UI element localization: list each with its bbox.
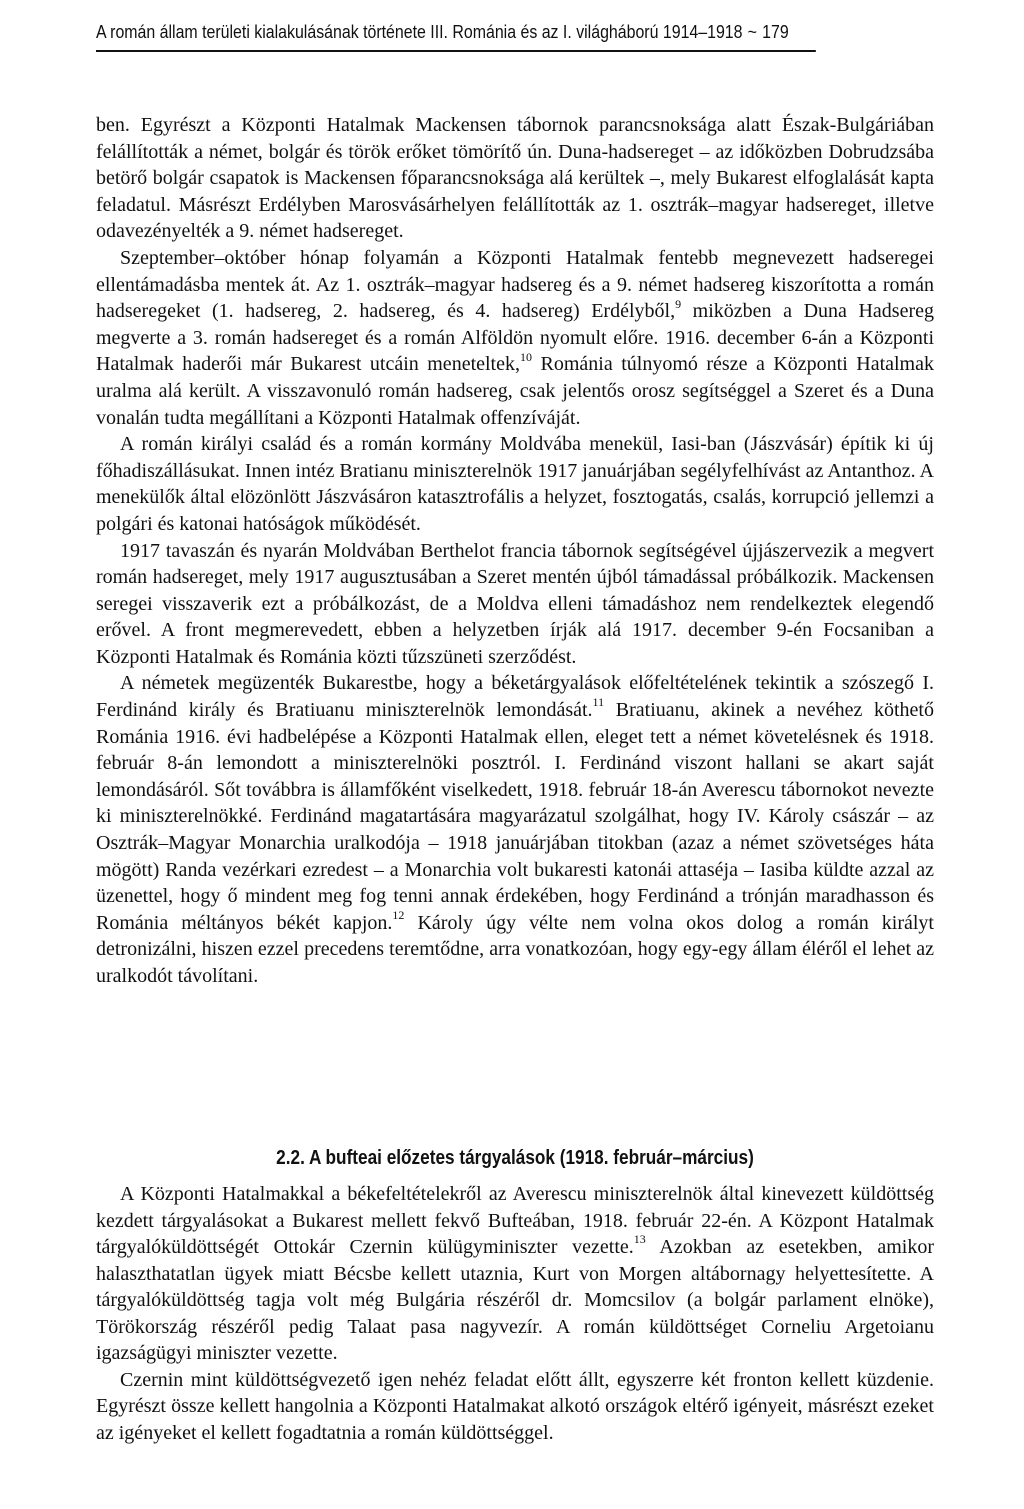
footnote-ref-10[interactable]: 10 — [520, 349, 532, 364]
paragraph-2-text-c: Románia túlnyomó része a Központi Hatalmak uralma alá került. A visszavonuló román hadsereg, csak jelentős orosz segítséggel a Szeret és a Duna vonalán tudta megállítani a Központi Hatalmak offenzíváját. — [96, 353, 934, 429]
footnote-ref-11[interactable]: 11 — [592, 695, 605, 710]
running-header — [96, 14, 816, 52]
paragraph-7-text: Czernin mint küldöttségvezető igen nehéz feladat előtt állt, egyszerre két fronton kellett küzdenie. Egyrészt össze kellett hangolnia a Központi Hatalmakat alkotó országok eltérő igényeit, másrészt ezeket az igényeket el kellett fogadtatnia a román küldöttséggel. — [96, 1368, 934, 1444]
paragraph-6-text-a: A Központi Hatalmakkal a békefeltételekről az Averescu miniszterelnök által kinevezett küldöttség kezdett tárgyalásokat a Bukarest mellett fekvő Bufteában, 1918. február 22-én. A Központ Hatalmak tárgyalóküldöttségét Ottokár Czernin külügyminiszter vezette. — [96, 1183, 934, 1258]
footnote-ref-12[interactable]: 12 — [392, 908, 405, 923]
body-text-section-2 — [96, 1181, 934, 1446]
paragraph-5-text-a: A németek megüzenték Bukarestbe, hogy a béketárgyalások előfeltételének tekintik a szószegő I. Ferdinánd király és Bratiuanu miniszterelnök lemondását. — [96, 672, 934, 722]
paragraph-2-text-a: Szeptember–október hónap folyamán a Központi Hatalmak fentebb megnevezett hadseregei ellentámadásba mentek át. Az 1. osztrák–magyar hadsereg és a 9. német hadsereg kiszorította a román hadseregeket (1. hadsereg, 2. hadsereg, és 4. hadsereg) Erdélyből, — [96, 246, 934, 323]
body-text — [96, 112, 934, 990]
footnote-ref-13[interactable]: 13 — [633, 1232, 646, 1247]
paragraph-5 — [96, 670, 934, 989]
page-number: 179 — [762, 21, 789, 42]
paragraph-2-text-b: miközben a Duna Hadsereg megverte a 3. román hadsereget és a román Alföldön nyomult előre. 1916. december 6-án a Központi Hatalmak haderői már Bukarest utcáin meneteltek, — [96, 300, 934, 376]
section-heading: 2.2. A bufteai előzetes tárgyalások (1918. február–március) — [276, 1147, 754, 1169]
paragraph-3-text: A román királyi család és a román kormány Moldvába menekül, Iasi-ban (Jászvásár) építik ki új főhadiszállásukat. Innen intéz Bratianu miniszterelnök 1917 januárjában segélyfelhívást az Antanthoz. A menekülők által elözönlött Jászvásáron katasztrofális a helyzet, fosztogatás, csalás, korrupció jellemzi a polgári és katonai hatóságok működését. — [96, 433, 934, 535]
paragraph-4-text: 1917 tavaszán és nyarán Moldvában Berthelot francia tábornok segítségével újjászervezik a megvert román hadsereget, mely 1917 augusztusában a Szeret mentén újból támadással próbálkozik. Mackensen seregei visszaverik ezt a próbálkozást, de a Moldva elleni támadáshoz nem rendelkeztek elegendő erővel. A front megmerevedett, ebben a helyzetben írják alá 1917. december 9-én Focsaniban a Központi Hatalmak és Románia közti tűzszüneti szerződést. — [96, 539, 934, 668]
paragraph-1-text: ben. Egyrészt a Központi Hatalmak Mackensen tábornok parancsnoksága alatt Észak-Bulgáriában felállították a német, bolgár és török erőket tömörítő ún. Duna-hadsereget – az időközben Dobrudzsába betörő bolgár csapatok is Mackensen főparancsnoksága alá kerültek –, mely Bukarest elfoglalását kapta feladatul. Másrészt Erdélyben Marosvásárhelyen felállították az 1. osztrák–magyar hadsereget, illetve odavezényelték a 9. német hadsereget. — [96, 114, 934, 243]
paragraph-1 — [96, 112, 934, 245]
paragraph-7 — [96, 1367, 934, 1447]
footnote-ref-9[interactable]: 9 — [675, 296, 682, 311]
header-title: A román állam területi kialakulásának története III. Románia és az I. világháború 1914–1918 — [96, 21, 743, 42]
header-separator: ~ — [747, 21, 757, 42]
paragraph-6 — [96, 1181, 934, 1367]
paragraph-6-text-b: Azokban az esetekben, amikor halaszthatatlan ügyek miatt Bécsbe kellett utaznia, Kurt von Morgen altábornagy helyettesítette. A tárgyalóküldöttség tagja volt még Bulgária részéről dr. Momcsilov (a bolgár parlament elnöke), Törökország részéről pedig Talaat pasa nagyvezír. A román küldöttséget Corneliu Argetoianu igazságügyi miniszter vezette. — [96, 1236, 934, 1364]
paragraph-5-text-b: Bratiuanu, akinek a nevéhez köthető Románia 1916. évi hadbelépése a Központi Hatalmak ellen, eleget tett a német követelésnek és 1918. február 8-án lemondott a miniszterelnöki posztról. I. Ferdinánd viszont hallani se akart saját lemondásáról. Sőt továbbra is államfőként viselkedett, 1918. február 18-án Averescu tábornokot nevezte ki miniszterelnökké. Ferdinánd magatartására magyarázatul szolgálhat, hogy IV. Károly császár – az Osztrák–Magyar Monarchia uralkodója – 1918 januárjában titokban (azaz a német szövetséges háta mögött) Randa vezérkari ezredest – a Monarchia volt bukaresti katonái attaséja – Iasiba küldte azzal az üzenettel, hogy ő mindent meg fog tenni annak érdekében, hogy Ferdinánd a trónján maradhasson és Románia méltányos békét kapjon. — [96, 699, 934, 934]
paragraph-4 — [96, 538, 934, 671]
paragraph-3 — [96, 431, 934, 537]
paragraph-5-text-c: Károly úgy vélte nem volna okos dolog a román királyt detronizálni, hiszen ezzel precedens teremtődne, arra vonatkozóan, hogy egy-egy állam éléről el lehet az uralkodót távolítani. — [96, 911, 934, 987]
paragraph-2 — [96, 245, 934, 431]
